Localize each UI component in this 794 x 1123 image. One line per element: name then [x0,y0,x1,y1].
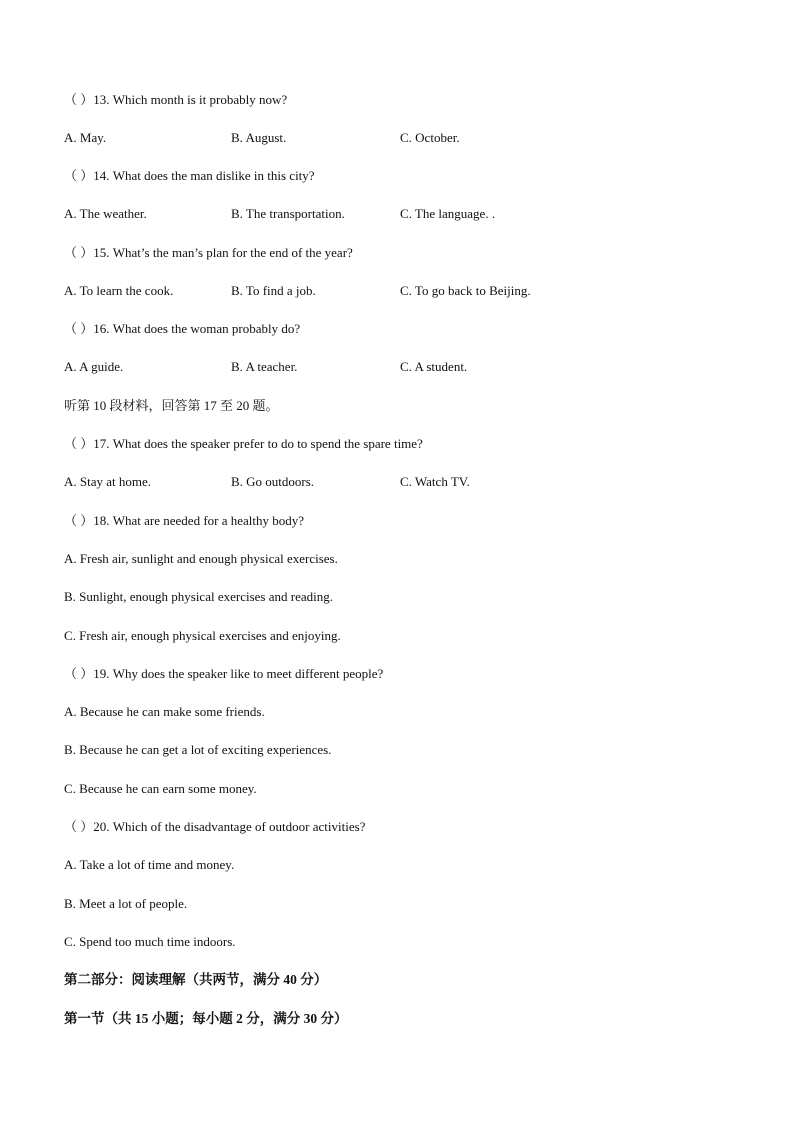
question-18-stem: （ ）18. What are needed for a healthy body? [64,513,305,528]
part-two-heading: 第二部分：阅读理解（共两节，满分 40 分） [64,972,328,987]
question-13-option-c: C. October. [400,130,460,145]
question-13-option-a: A. May. [64,130,107,145]
question-17-stem: （ ）17. What does the speaker prefer to do to spend the spare time? [64,436,423,451]
listening-section-note: 听第 10 段材料，回答第 17 至 20 题。 [64,398,279,413]
question-19-option-a: A. Because he can make some friends. [64,704,265,719]
question-20-option-c: C. Spend too much time indoors. [64,934,236,949]
question-18-option-b: B. Sunlight, enough physical exercises and reading. [64,589,333,604]
question-16-option-c: C. A student. [400,359,468,374]
question-14-stem: （ ）14. What does the man dislike in this city? [64,168,315,183]
question-14-option-c: C. The language. . [400,206,496,221]
question-20-option-a: A. Take a lot of time and money. [64,857,235,872]
question-13-option-b: B. August. [231,130,287,145]
question-18-option-a: A. Fresh air, sunlight and enough physical exercises. [64,551,338,566]
question-16-stem: （ ）16. What does the woman probably do? [64,321,301,336]
question-14-option-b: B. The transportation. [231,206,345,221]
question-15-option-a: A. To learn the cook. [64,283,174,298]
question-17-option-a: A. Stay at home. [64,474,152,489]
question-19-option-b: B. Because he can get a lot of exciting experiences. [64,742,332,757]
question-15-option-b: B. To find a job. [231,283,316,298]
question-16-option-a: A. A guide. [64,359,124,374]
question-17-option-b: B. Go outdoors. [231,474,315,489]
question-17-option-c: C. Watch TV. [400,474,470,489]
question-14-option-a: A. The weather. [64,206,147,221]
question-18-option-c: C. Fresh air, enough physical exercises and enjoying. [64,628,341,643]
question-15-stem: （ ）15. What’s the man’s plan for the end of the year? [64,245,353,260]
question-19-option-c: C. Because he can earn some money. [64,781,257,796]
question-13-stem: （ ）13. Which month is it probably now? [64,92,288,107]
question-20-stem: （ ）20. Which of the disadvantage of outdoor activities? [64,819,366,834]
question-15-option-c: C. To go back to Beijing. [400,283,531,298]
question-19-stem: （ ）19. Why does the speaker like to meet different people? [64,666,384,681]
question-20-option-b: B. Meet a lot of people. [64,896,188,911]
section-one-heading: 第一节（共 15 小题；每小题 2 分，满分 30 分） [64,1011,348,1026]
question-16-option-b: B. A teacher. [231,359,298,374]
